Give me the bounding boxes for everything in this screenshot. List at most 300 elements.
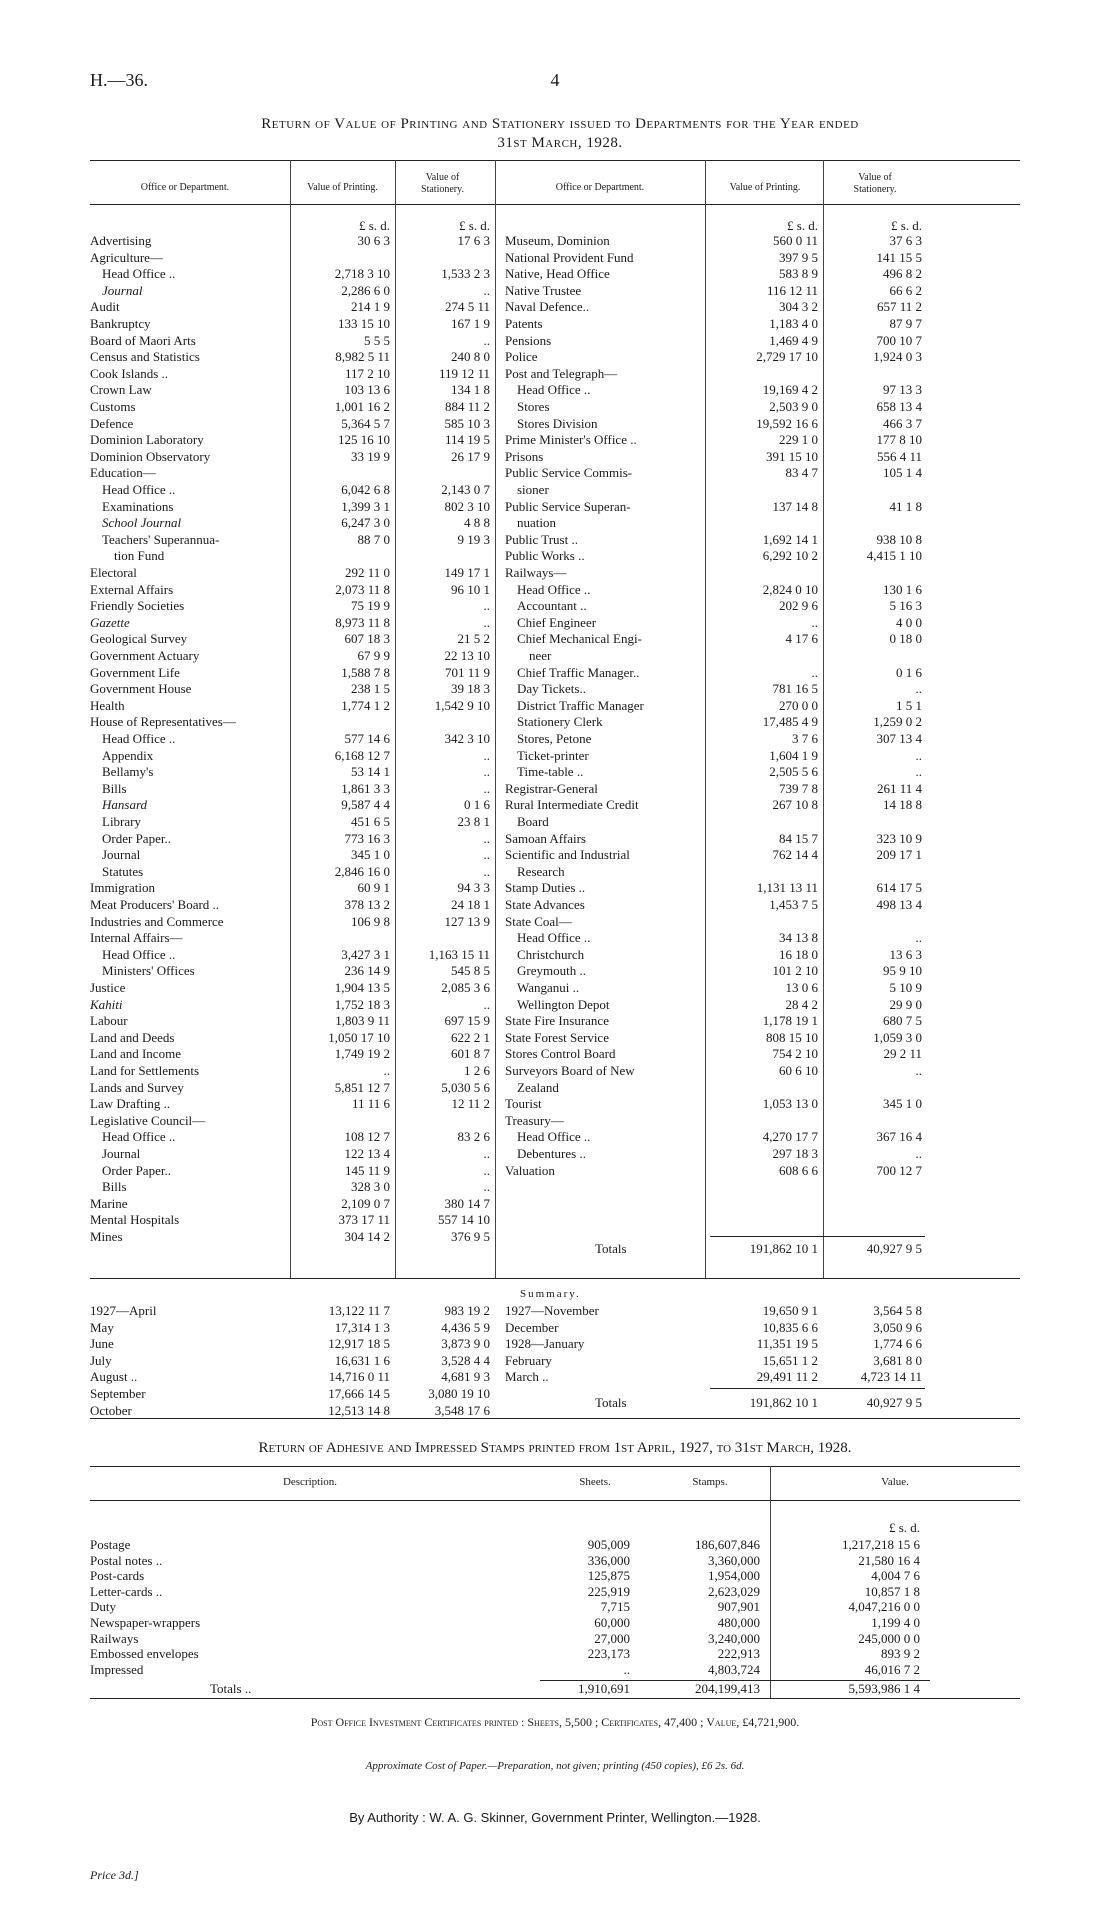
printing-value: 12,917 18 5 — [328, 1336, 390, 1352]
printing-value: 762 14 4 — [772, 847, 818, 863]
table-row — [505, 749, 925, 763]
summary-row — [505, 1354, 925, 1368]
department-label: Government Actuary — [90, 649, 200, 663]
stamps-header-description: Description. — [282, 1476, 338, 1488]
printing-value: 83 4 7 — [785, 465, 818, 481]
stamp-description: Postage — [90, 1538, 131, 1552]
department-label: Stores Division — [517, 416, 598, 431]
table-row — [505, 616, 925, 630]
table-row — [90, 998, 510, 1012]
department-label: Wellington Depot — [517, 997, 610, 1012]
department-label: Meat Producers' Board .. — [90, 898, 220, 912]
stamp-sheets: 125,875 — [587, 1568, 630, 1584]
stationery-value: 307 13 4 — [876, 731, 922, 746]
printing-value: 451 6 5 — [351, 814, 390, 829]
table-row — [505, 1047, 925, 1061]
department-label: Head Office .. — [102, 483, 176, 497]
table-row — [505, 798, 925, 812]
table-row — [90, 300, 510, 314]
stamps-header-stamps: Stamps. — [692, 1476, 728, 1488]
printing-value: 1,774 1 2 — [341, 697, 390, 713]
printing-value: 397 9 5 — [779, 249, 818, 265]
department-label: Advertising — [90, 234, 152, 248]
stationery-value: 701 11 9 — [444, 664, 490, 680]
stationery-value: 938 10 8 — [876, 531, 922, 547]
department-label: Board of Maori Arts — [90, 333, 196, 348]
table-row — [90, 1047, 510, 1061]
stationery-value: 97 13 3 — [883, 382, 922, 398]
stamp-count: 186,607,846 — [695, 1537, 760, 1552]
stationery-value: 66 6 2 — [889, 282, 922, 298]
department-label: Hansard — [102, 798, 148, 813]
printing-value: 67 9 9 — [357, 648, 390, 663]
table-row — [505, 500, 925, 514]
table-row — [90, 865, 510, 879]
stamp-description: Railways — [90, 1631, 139, 1646]
stationery-value: 4 8 8 — [464, 515, 490, 531]
stationery-value: 614 17 5 — [876, 880, 922, 896]
table-row — [90, 649, 510, 663]
month-label: February — [505, 1353, 552, 1368]
stationery-value: 3,681 8 0 — [873, 1352, 922, 1368]
table-row — [90, 732, 510, 746]
currency-header: £ s. d. — [786, 218, 818, 233]
printing-value: 2,286 6 0 — [341, 282, 390, 298]
stationery-value: 622 2 1 — [451, 1029, 490, 1045]
table-row — [505, 1130, 925, 1144]
stationery-value: 680 7 5 — [883, 1013, 922, 1029]
department-label: External Affairs — [90, 582, 174, 597]
summary-totals-printing: 191,862 10 1 — [749, 1395, 818, 1410]
printing-value: 304 14 2 — [344, 1229, 390, 1244]
table-row — [505, 865, 925, 879]
table-row — [90, 1164, 510, 1178]
table-row — [90, 948, 510, 962]
printing-value: 3 7 6 — [792, 731, 818, 746]
printing-value: 2,505 5 6 — [769, 764, 818, 780]
department-label: Immigration — [90, 881, 155, 896]
department-label: Debentures .. — [517, 1147, 586, 1161]
stationery-value: 24 18 1 — [451, 897, 490, 912]
stamps-header-rule — [90, 1500, 1020, 1501]
table-row — [505, 1081, 925, 1095]
col-header-stationery-right: Value of Stationery. — [853, 172, 897, 195]
stamps-header-sheets: Sheets. — [579, 1476, 611, 1488]
summary-row — [505, 1337, 925, 1351]
stamps-totals-stamps: 204,199,413 — [695, 1681, 760, 1696]
table-row — [505, 1064, 925, 1078]
printing-value: 88 7 0 — [357, 531, 390, 547]
title-line-1: Return of Value of Printing and Stationery issued to Departments for the Year ended — [261, 116, 859, 132]
printing-value: 1,053 13 0 — [762, 1096, 818, 1112]
department-label: tion Fund — [114, 549, 165, 564]
printing-value: 560 0 11 — [772, 233, 818, 248]
col-header-office-right: Office or Department. — [555, 182, 645, 193]
stationery-value: .. — [483, 764, 490, 780]
stamps-header-value: Value. — [881, 1476, 909, 1488]
department-label: Head Office .. — [102, 732, 176, 746]
department-label: Native, Head Office — [505, 267, 610, 282]
department-label: Examinations — [102, 499, 174, 514]
printing-value: 808 15 10 — [766, 1029, 818, 1045]
stationery-value: 23 8 1 — [457, 814, 490, 829]
table-row — [90, 1081, 510, 1095]
stationery-value: 3,873 9 0 — [441, 1336, 490, 1352]
department-label: Appendix — [102, 748, 154, 763]
table-row — [505, 715, 925, 729]
month-label: December — [505, 1320, 559, 1335]
department-label: Labour — [90, 1014, 128, 1029]
stationery-value: 657 11 2 — [876, 299, 922, 315]
department-label: Census and Statistics — [90, 350, 200, 365]
col-header-office-left: Office or Department. — [140, 182, 230, 193]
table-row — [505, 566, 925, 580]
table-row — [505, 782, 925, 796]
department-label: Legislative Council— — [90, 1113, 206, 1128]
department-label: Stationery Clerk — [517, 715, 603, 730]
stationery-value: 240 8 0 — [451, 349, 490, 365]
department-label: Teachers' Superannua- — [102, 532, 220, 547]
month-label: 1927—April — [90, 1304, 157, 1318]
stamps-totals-sheets: 1,910,691 — [578, 1681, 630, 1696]
stamp-row — [90, 1538, 1020, 1552]
department-label: Chief Mechanical Engi- — [517, 632, 642, 647]
stationery-value: .. — [483, 1162, 490, 1178]
table-row — [505, 666, 925, 680]
table-row — [505, 699, 925, 713]
stationery-value: 545 8 5 — [451, 963, 490, 979]
stationery-value: 9 19 3 — [457, 531, 490, 547]
department-label: Head Office .. — [517, 582, 591, 597]
table-row — [90, 1130, 510, 1144]
printing-value: 1,001 16 2 — [334, 399, 390, 414]
approximate-cost: Approximate Cost of Paper.—Preparation, not given; printing (450 copies), £6 2s. 6d. — [365, 1760, 745, 1772]
department-label: Crown Law — [90, 383, 152, 398]
stamps-title: Return of Adhesive and Impressed Stamps printed from 1st April, 1927, to 31st March, 1928. — [258, 1440, 852, 1456]
printing-value: 30 6 3 — [357, 233, 390, 248]
currency-header: £ s. d. — [358, 218, 390, 233]
department-label: Internal Affairs— — [90, 931, 183, 946]
department-label: Treasury— — [505, 1113, 564, 1128]
table-row — [90, 931, 510, 945]
table-row — [90, 500, 510, 514]
printing-value: 28 4 2 — [785, 996, 818, 1012]
stationery-value: .. — [915, 747, 922, 763]
stamp-count: 222,913 — [717, 1646, 760, 1662]
printing-value: 1,588 7 8 — [341, 664, 390, 680]
stationery-value: .. — [915, 681, 922, 697]
stationery-value: 2,085 3 6 — [441, 980, 490, 995]
printing-value: 133 15 10 — [338, 316, 390, 331]
document-code: H.—36. — [90, 70, 148, 90]
department-label: Statutes — [102, 864, 144, 879]
department-label: Public Works .. — [505, 549, 585, 564]
printing-value: 1,904 13 5 — [334, 980, 390, 995]
month-label: 1928—January — [505, 1337, 585, 1352]
stationery-value: 3,050 9 6 — [873, 1319, 922, 1335]
department-label: Stores Control Board — [505, 1047, 616, 1062]
stationery-value: 3,564 5 8 — [873, 1303, 922, 1318]
printing-value: 106 9 8 — [351, 913, 390, 929]
printing-value: 137 14 8 — [772, 498, 818, 514]
stamps-totals-row — [90, 1682, 1020, 1696]
stamp-value: 1,217,218 15 6 — [842, 1537, 920, 1552]
table-row — [505, 1147, 925, 1161]
department-label: Scientific and Industrial — [505, 848, 630, 863]
summary-row — [90, 1337, 510, 1351]
department-label: Journal — [102, 848, 141, 863]
table-row — [90, 1197, 510, 1211]
title-line-2: 31st March, 1928. — [497, 135, 623, 151]
stamp-row — [90, 1600, 1020, 1614]
table-row — [505, 898, 925, 912]
printing-value: 2,073 11 8 — [335, 581, 390, 597]
department-label: Head Office .. — [102, 1130, 176, 1145]
stationery-value: 4 0 0 — [896, 614, 922, 630]
stationery-value: 37 6 3 — [889, 233, 922, 248]
table-row — [90, 466, 510, 480]
table-row — [505, 1164, 925, 1178]
stationery-value: 5 16 3 — [889, 598, 922, 614]
table-row — [90, 400, 510, 414]
department-label: Public Service Superan- — [505, 499, 631, 514]
stationery-value: 17 6 3 — [457, 233, 490, 248]
printing-value: 1,692 14 1 — [762, 531, 818, 547]
printing-value: 2,718 3 10 — [334, 266, 390, 282]
department-label: Accountant .. — [517, 599, 587, 614]
stationery-value: 261 11 4 — [876, 780, 922, 796]
stationery-value: .. — [483, 830, 490, 846]
department-label: District Traffic Manager — [517, 698, 644, 713]
stamps-currency-header: £ s. d. — [888, 1520, 920, 1535]
printing-value: 297 18 3 — [772, 1146, 818, 1161]
department-label: Chief Traffic Manager.. — [517, 665, 640, 680]
stationery-value: 342 3 10 — [444, 731, 490, 746]
table-row — [505, 284, 925, 298]
stamp-value: 46,016 7 2 — [864, 1661, 920, 1677]
department-label: Government Life — [90, 665, 180, 680]
printing-value: 34 13 8 — [779, 930, 818, 946]
printing-value: 6,247 3 0 — [341, 515, 390, 531]
price-note: Price 3d.] — [90, 1868, 139, 1882]
table-row — [90, 317, 510, 331]
table-row — [505, 583, 925, 597]
table-row — [90, 516, 510, 530]
printing-value: 8,982 5 11 — [335, 349, 390, 365]
stationery-value: 5,030 5 6 — [441, 1079, 490, 1095]
stationery-value: 141 15 5 — [876, 249, 922, 265]
printing-value: 378 13 2 — [344, 897, 390, 912]
printing-value: 1,050 17 10 — [328, 1029, 390, 1045]
stationery-value: .. — [483, 332, 490, 348]
table-row — [90, 1064, 510, 1078]
department-label: Journal — [102, 1147, 141, 1161]
stationery-value: 4,415 1 10 — [866, 548, 922, 564]
stationery-value: 0 1 6 — [464, 797, 490, 813]
stamp-row — [90, 1554, 1020, 1568]
stamp-count: 3,240,000 — [708, 1630, 760, 1646]
table-row — [505, 815, 925, 829]
stationery-value: 29 9 0 — [889, 996, 922, 1012]
stationery-value: 380 14 7 — [444, 1195, 490, 1211]
department-label: Head Office .. — [102, 267, 176, 282]
stationery-value: 1,059 3 0 — [873, 1029, 922, 1045]
stationery-value: 802 3 10 — [444, 498, 490, 514]
stamp-value: 21,580 16 4 — [858, 1552, 920, 1568]
printing-value: 3,427 3 1 — [341, 946, 390, 962]
department-label: Kahiti — [90, 997, 123, 1012]
stationery-value: 1,163 15 11 — [428, 946, 490, 962]
stationery-value: 96 10 1 — [451, 581, 490, 597]
stamp-value: 1,199 4 0 — [871, 1615, 920, 1630]
printing-value: 1,469 4 9 — [769, 332, 818, 348]
stationery-value: .. — [483, 598, 490, 614]
summary-totals-rule — [710, 1388, 925, 1389]
department-label: Marine — [90, 1196, 128, 1211]
table-row — [90, 666, 510, 680]
printing-value: 773 16 3 — [344, 830, 390, 846]
department-label: Land and Deeds — [90, 1030, 175, 1045]
department-label: Surveyors Board of New — [505, 1064, 635, 1078]
summary-bottom-rule — [90, 1418, 1020, 1419]
department-label: Public Service Commis- — [505, 466, 633, 481]
table-row — [90, 599, 510, 613]
stationery-value: 1,542 9 10 — [434, 697, 490, 713]
printing-value: 116 12 11 — [766, 282, 818, 298]
table-row — [90, 533, 510, 547]
table-row — [90, 898, 510, 912]
stationery-value: .. — [483, 614, 490, 630]
stationery-value: 127 13 9 — [444, 913, 490, 929]
stamp-row — [90, 1569, 1020, 1583]
table-row — [90, 1213, 510, 1227]
printing-value: 229 1 0 — [779, 432, 818, 448]
printing-value: 12,513 14 8 — [328, 1402, 390, 1418]
month-label: May — [90, 1320, 114, 1335]
department-label: Education— — [90, 466, 156, 481]
stamp-sheets: 7,715 — [600, 1599, 630, 1615]
stationery-value: .. — [915, 1063, 922, 1078]
printing-value: 6,292 10 2 — [762, 548, 818, 564]
stamp-description: Embossed envelopes — [90, 1647, 199, 1662]
printing-value: 345 1 0 — [351, 847, 390, 863]
table-row — [505, 998, 925, 1012]
department-label: Electoral — [90, 566, 137, 580]
printing-value: 145 11 9 — [344, 1162, 390, 1178]
printing-value: 270 0 0 — [779, 697, 818, 713]
stationery-value: 700 12 7 — [876, 1162, 922, 1178]
stationery-value: 585 10 3 — [444, 415, 490, 431]
stamp-value: 10,857 1 8 — [864, 1583, 920, 1599]
department-label: Chief Engineer — [517, 615, 597, 630]
table-row — [90, 749, 510, 763]
printing-value: 1,803 9 11 — [335, 1013, 390, 1029]
stationery-value: 167 1 9 — [451, 316, 490, 331]
printing-value: 60 6 10 — [779, 1063, 818, 1078]
printing-value: 2,846 16 0 — [334, 863, 390, 879]
printing-value: 103 13 6 — [344, 382, 390, 398]
month-label: July — [90, 1353, 112, 1368]
stationery-value: .. — [483, 780, 490, 796]
stationery-value: 29 2 11 — [883, 1046, 922, 1062]
stamp-sheets: 336,000 — [587, 1552, 630, 1568]
department-label: sioner — [517, 483, 549, 497]
department-label: Rural Intermediate Credit — [505, 798, 639, 813]
stationery-value: 41 1 8 — [889, 498, 922, 514]
printing-value: 4,270 17 7 — [762, 1129, 818, 1145]
printing-value: 16,631 1 6 — [334, 1352, 390, 1368]
department-label: Bankruptcy — [90, 317, 151, 331]
printing-value: 17,314 1 3 — [334, 1319, 390, 1335]
department-label: Journal — [102, 283, 143, 298]
summary-table — [90, 1304, 1020, 1424]
department-label: Order Paper.. — [102, 831, 171, 846]
table-row — [90, 1230, 510, 1244]
table-row — [505, 848, 925, 862]
table-row — [90, 1114, 510, 1128]
summary-row — [90, 1304, 510, 1318]
month-label: March .. — [505, 1370, 549, 1385]
table-row — [505, 981, 925, 995]
stamp-row — [90, 1647, 1020, 1661]
printing-value: 1,604 1 9 — [769, 747, 818, 763]
printing-value: 17,485 4 9 — [762, 714, 818, 730]
stamp-value: 4,004 7 6 — [871, 1568, 920, 1584]
table-row — [90, 566, 510, 580]
page-header — [90, 70, 1020, 92]
printing-value: 8,973 11 8 — [335, 614, 390, 630]
printing-value: 11 11 6 — [351, 1096, 390, 1112]
table-row — [505, 765, 925, 779]
department-label: Day Tickets.. — [517, 682, 586, 697]
printing-value: 19,650 9 1 — [762, 1303, 818, 1318]
stationery-value: 105 1 4 — [883, 465, 922, 481]
department-label: Mines — [90, 1230, 123, 1244]
printing-value: 117 2 10 — [344, 365, 390, 381]
stationery-value: 13 6 3 — [889, 946, 922, 962]
stamp-row — [90, 1616, 1020, 1630]
printing-value: 4 17 6 — [785, 631, 818, 647]
printing-value: 1,749 19 2 — [334, 1046, 390, 1062]
table-row — [90, 267, 510, 281]
printing-value: .. — [811, 664, 818, 680]
summary-row — [505, 1321, 925, 1335]
department-label: Government House — [90, 682, 192, 697]
printing-value: 577 14 6 — [344, 731, 390, 746]
stamp-sheets: 225,919 — [587, 1583, 630, 1599]
stationery-value: 697 15 9 — [444, 1013, 490, 1029]
department-label: Wanganui .. — [517, 981, 580, 995]
summary-row — [90, 1354, 510, 1368]
table-row — [505, 682, 925, 696]
department-label: House of Representatives— — [90, 715, 236, 730]
printing-value: 1,399 3 1 — [341, 498, 390, 514]
table-row — [90, 881, 510, 895]
table-row — [90, 765, 510, 779]
col-header-printing-right: Value of Printing. — [729, 182, 801, 193]
stationery-value: .. — [483, 747, 490, 763]
post-office-certificates: Post Office Investment Certificates printed : Sheets, 5,500 ; Certificates, 47,400 ; Value, £4,721,900. — [310, 1715, 800, 1729]
printing-value: 236 14 9 — [344, 963, 390, 979]
table-row — [505, 1097, 925, 1111]
stationery-value: 3,080 19 10 — [428, 1386, 490, 1401]
stationery-value: 274 5 11 — [444, 299, 490, 315]
summary-row — [90, 1370, 510, 1384]
summary-row — [90, 1404, 510, 1418]
stationery-value: 94 3 3 — [457, 880, 490, 896]
stamp-description: Impressed — [90, 1662, 144, 1677]
month-label: October — [90, 1403, 132, 1418]
